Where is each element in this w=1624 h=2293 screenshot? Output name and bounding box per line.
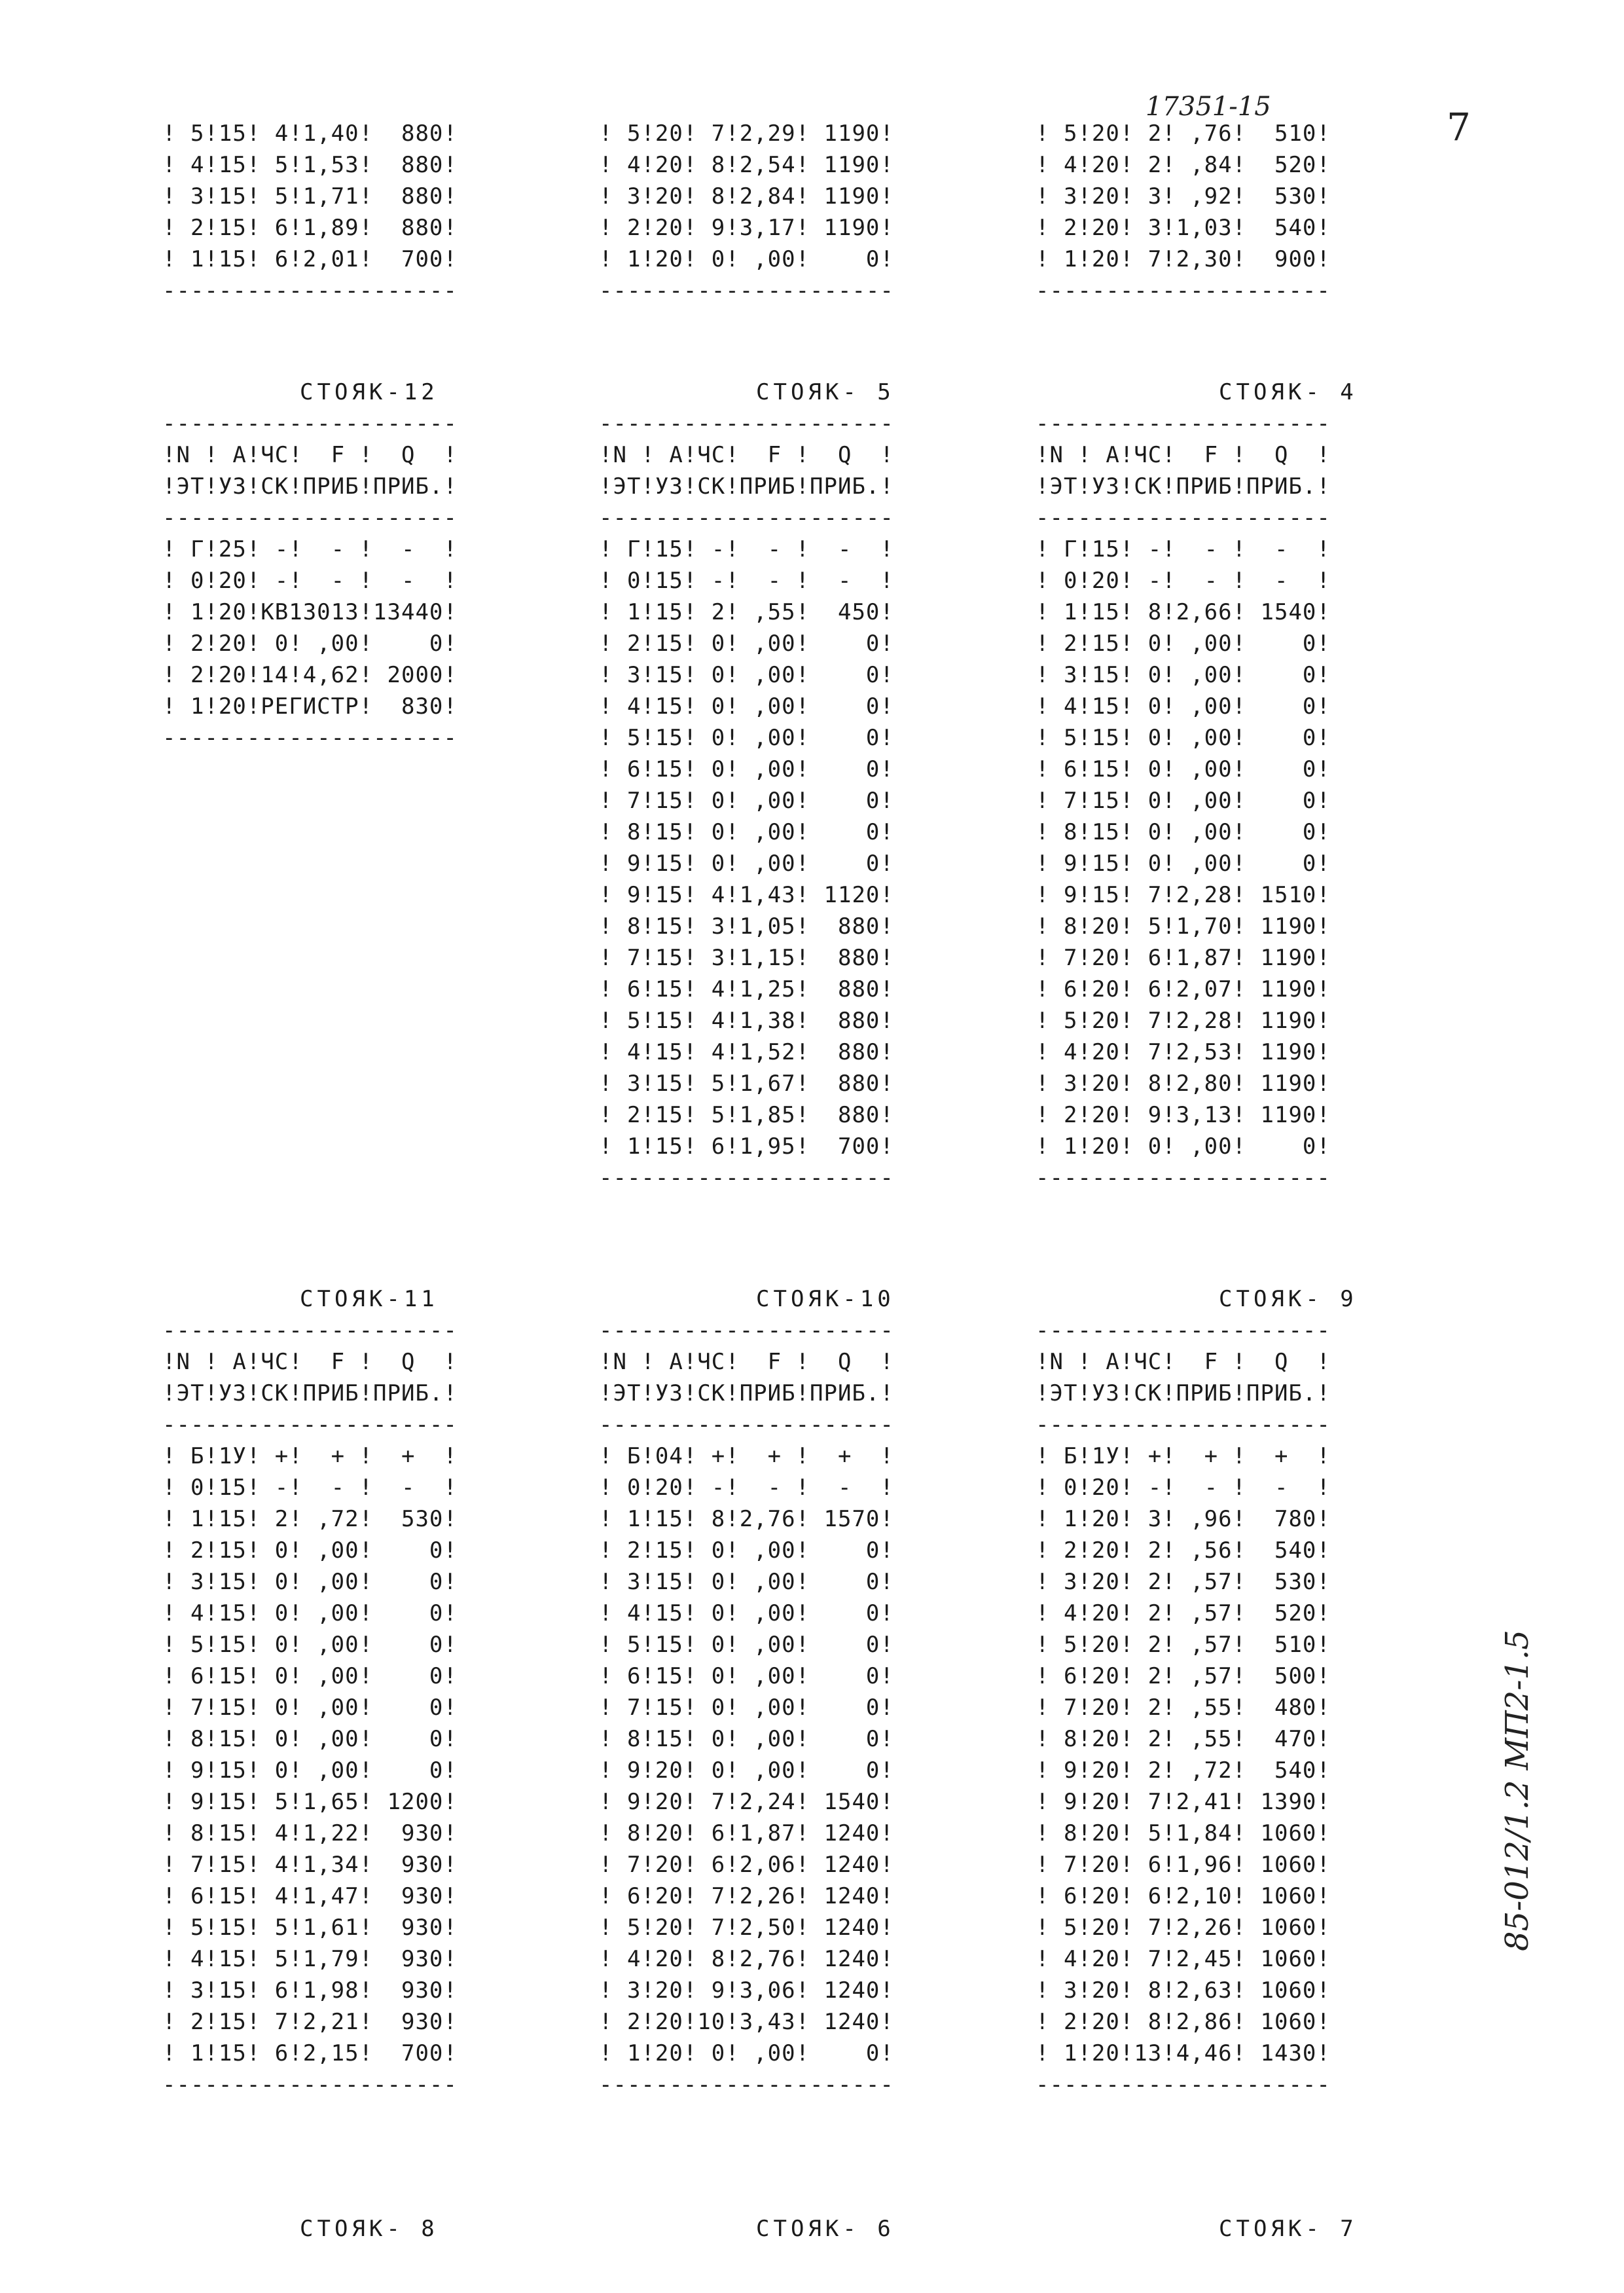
table-separator: --------------------- <box>162 505 458 531</box>
table-header: !ЭТ!УЗ!СК!ПРИБ!ПРИБ.! <box>599 1380 894 1406</box>
table-row: ! 1!20! 3! ,96! 780! <box>1036 1506 1331 1532</box>
table-row: ! 9!15! 7!2,28! 1510! <box>1036 882 1331 908</box>
table-row: ! 6!15! 0! ,00! 0! <box>162 1663 458 1689</box>
table-row: ! 1!15! 6!2,15! 700! <box>162 2040 458 2066</box>
table-row: ! 7!15! 0! ,00! 0! <box>599 1695 894 1721</box>
table-separator: --------------------- <box>599 1317 894 1344</box>
table-separator: --------------------- <box>1036 1165 1331 1191</box>
stoyak-11-table <box>162 1283 581 2100</box>
table-row: ! 3!20! 8!2,84! 1190! <box>599 183 894 210</box>
table-separator: --------------------- <box>599 1412 894 1438</box>
table-row: ! Б!1У! +! + ! + ! <box>1036 1443 1331 1469</box>
table-row: ! 4!20! 7!2,45! 1060! <box>1036 1946 1331 1972</box>
stoyak-4-table <box>1036 376 1454 1194</box>
table-row: ! 7!20! 6!1,87! 1190! <box>1036 945 1331 971</box>
table-row: ! 9!15! 0! ,00! 0! <box>599 851 894 877</box>
table-row: ! 8!15! 3!1,05! 880! <box>599 913 894 940</box>
table-row: ! 3!15! 6!1,98! 930! <box>162 1977 458 2004</box>
table-header: !N ! А!ЧС! F ! Q ! <box>1036 442 1331 468</box>
table-row: ! 0!15! -! - ! - ! <box>599 568 894 594</box>
table-separator: --------------------- <box>599 1165 894 1191</box>
table-row: ! 4!15! 0! ,00! 0! <box>162 1600 458 1626</box>
table-row: ! 8!20! 5!1,70! 1190! <box>1036 913 1331 940</box>
table-row: ! 7!20! 6!1,96! 1060! <box>1036 1852 1331 1878</box>
table-row: ! 6!20! 6!2,10! 1060! <box>1036 1883 1331 1909</box>
table-row: ! 9!20! 2! ,72! 540! <box>1036 1757 1331 1784</box>
table-row: ! 6!15! 4!1,47! 930! <box>162 1883 458 1909</box>
top-right-block <box>1036 118 1454 306</box>
table-row: ! 7!15! 0! ,00! 0! <box>1036 788 1331 814</box>
table-row: ! 9!15! 0! ,00! 0! <box>162 1757 458 1784</box>
table-row: ! 1!15! 8!2,76! 1570! <box>599 1506 894 1532</box>
table-row: ! 4!15! 0! ,00! 0! <box>599 1600 894 1626</box>
table-row: ! 4!20! 2! ,84! 520! <box>1036 152 1331 178</box>
table-row: ! 3!15! 0! ,00! 0! <box>162 1569 458 1595</box>
side-code: 85-012/1.2 МП2-1.5 <box>1499 1630 1536 1951</box>
table-row: ! 8!15! 0! ,00! 0! <box>599 819 894 845</box>
table-row: ! 5!15! 0! ,00! 0! <box>1036 725 1331 751</box>
table-row: ! 1!20! 0! ,00! 0! <box>599 246 894 272</box>
table-row: ! 2!20! 9!3,17! 1190! <box>599 215 894 241</box>
table-row: ! 3!15! 5!1,67! 880! <box>599 1071 894 1097</box>
table-row: ! 7!15! 3!1,15! 880! <box>599 945 894 971</box>
stoyak-10-table <box>599 1283 1018 2100</box>
table-separator: --------------------- <box>1036 1412 1331 1438</box>
top-middle-block <box>599 118 1018 306</box>
table-row: ! 5!15! 0! ,00! 0! <box>599 725 894 751</box>
table-separator: --------------------- <box>162 2072 458 2098</box>
table-row: ! 3!20! 8!2,80! 1190! <box>1036 1071 1331 1097</box>
table-row: ! 5!20! 7!2,28! 1190! <box>1036 1008 1331 1034</box>
table-separator: --------------------- <box>599 278 894 304</box>
table-title: СТОЯК-12 <box>300 379 439 405</box>
table-row: ! 2!20! 3!1,03! 540! <box>1036 215 1331 241</box>
table-separator: --------------------- <box>599 411 894 437</box>
table-row: ! 1!15! 2! ,72! 530! <box>162 1506 458 1532</box>
table-row: ! 8!15! 0! ,00! 0! <box>162 1726 458 1752</box>
table-row: ! 3!20! 9!3,06! 1240! <box>599 1977 894 2004</box>
table-row: ! 4!20! 2! ,57! 520! <box>1036 1600 1331 1626</box>
table-row: ! 6!20! 6!2,07! 1190! <box>1036 976 1331 1002</box>
table-title: СТОЯК-10 <box>756 1286 895 1312</box>
table-row: ! 9!20! 7!2,24! 1540! <box>599 1789 894 1815</box>
table-row: ! 0!20! -! - ! - ! <box>1036 568 1331 594</box>
table-row: ! 4!20! 8!2,76! 1240! <box>599 1946 894 1972</box>
table-separator: --------------------- <box>1036 2072 1331 2098</box>
document-number: 17351-15 <box>1146 92 1271 122</box>
table-row: ! 4!15! 0! ,00! 0! <box>1036 693 1331 720</box>
table-header: !ЭТ!УЗ!СК!ПРИБ!ПРИБ.! <box>162 473 458 500</box>
table-row: ! 2!15! 0! ,00! 0! <box>599 1537 894 1564</box>
table-row: ! 1!20! 7!2,30! 900! <box>1036 246 1331 272</box>
table-row: ! 3!15! 5!1,71! 880! <box>162 183 458 210</box>
table-separator: --------------------- <box>1036 278 1331 304</box>
table-row: ! 5!15! 5!1,61! 930! <box>162 1915 458 1941</box>
table-separator: --------------------- <box>162 725 458 751</box>
table-title: СТОЯК- 9 <box>1219 1286 1358 1312</box>
table-row: ! 2!15! 0! ,00! 0! <box>599 631 894 657</box>
table-row: ! 5!15! 4!1,38! 880! <box>599 1008 894 1034</box>
table-row: ! Г!25! -! - ! - ! <box>162 536 458 562</box>
footer-title-stoyak-6: СТОЯК- 6 <box>756 2216 895 2242</box>
table-title: СТОЯК- 5 <box>756 379 895 405</box>
table-row: ! 2!20! 2! ,56! 540! <box>1036 1537 1331 1564</box>
table-header: !ЭТ!УЗ!СК!ПРИБ!ПРИБ.! <box>599 473 894 500</box>
table-header: !N ! А!ЧС! F ! Q ! <box>599 1349 894 1375</box>
table-row: ! 4!15! 5!1,79! 930! <box>162 1946 458 1972</box>
table-row: ! 6!15! 0! ,00! 0! <box>1036 756 1331 782</box>
table-row: ! 8!20! 6!1,87! 1240! <box>599 1820 894 1846</box>
table-row: ! 4!15! 4!1,52! 880! <box>599 1039 894 1065</box>
table-row: ! 8!15! 0! ,00! 0! <box>599 1726 894 1752</box>
table-row: ! 8!20! 2! ,55! 470! <box>1036 1726 1331 1752</box>
table-row: ! Б!1У! +! + ! + ! <box>162 1443 458 1469</box>
table-row: ! 7!15! 0! ,00! 0! <box>162 1695 458 1721</box>
table-separator: --------------------- <box>162 411 458 437</box>
table-separator: --------------------- <box>599 2072 894 2098</box>
table-row: ! Б!04! +! + ! + ! <box>599 1443 894 1469</box>
table-row: ! 1!20!РЕГИСТР! 830! <box>162 693 458 720</box>
table-row: ! Г!15! -! - ! - ! <box>1036 536 1331 562</box>
table-separator: --------------------- <box>162 1412 458 1438</box>
table-row: ! 3!20! 3! ,92! 530! <box>1036 183 1331 210</box>
table-row: ! 6!15! 0! ,00! 0! <box>599 1663 894 1689</box>
table-row: ! 9!15! 5!1,65! 1200! <box>162 1789 458 1815</box>
table-row: ! 9!15! 0! ,00! 0! <box>1036 851 1331 877</box>
table-header: !ЭТ!УЗ!СК!ПРИБ!ПРИБ.! <box>162 1380 458 1406</box>
table-row: ! 5!20! 7!2,26! 1060! <box>1036 1915 1331 1941</box>
table-row: ! 1!15! 2! ,55! 450! <box>599 599 894 625</box>
table-row: ! 8!20! 5!1,84! 1060! <box>1036 1820 1331 1846</box>
table-row: ! 5!20! 2! ,76! 510! <box>1036 120 1331 147</box>
table-title: СТОЯК- 4 <box>1219 379 1358 405</box>
table-separator: --------------------- <box>599 505 894 531</box>
stoyak-12-table <box>162 376 581 754</box>
top-left-block <box>162 118 581 306</box>
table-row: ! 9!20! 7!2,41! 1390! <box>1036 1789 1331 1815</box>
table-row: ! 2!15! 0! ,00! 0! <box>162 1537 458 1564</box>
table-row: ! 2!20! 8!2,86! 1060! <box>1036 2009 1331 2035</box>
table-separator: --------------------- <box>162 278 458 304</box>
table-row: ! 6!20! 2! ,57! 500! <box>1036 1663 1331 1689</box>
table-row: ! 7!20! 6!2,06! 1240! <box>599 1852 894 1878</box>
table-header: !N ! А!ЧС! F ! Q ! <box>162 1349 458 1375</box>
table-row: ! 2!15! 6!1,89! 880! <box>162 215 458 241</box>
table-row: ! 5!20! 2! ,57! 510! <box>1036 1632 1331 1658</box>
table-row: ! 9!20! 0! ,00! 0! <box>599 1757 894 1784</box>
table-row: ! 2!15! 5!1,85! 880! <box>599 1102 894 1128</box>
table-row: ! 2!20!10!3,43! 1240! <box>599 2009 894 2035</box>
table-row: ! 3!15! 0! ,00! 0! <box>599 1569 894 1595</box>
table-row: ! 3!15! 0! ,00! 0! <box>599 662 894 688</box>
table-row: ! 7!20! 2! ,55! 480! <box>1036 1695 1331 1721</box>
table-row: ! 2!15! 0! ,00! 0! <box>1036 631 1331 657</box>
page-number: 7 <box>1447 105 1471 149</box>
table-row: ! 2!20!14!4,62! 2000! <box>162 662 458 688</box>
table-row: ! 2!20! 9!3,13! 1190! <box>1036 1102 1331 1128</box>
table-row: ! 1!20! 0! ,00! 0! <box>1036 1133 1331 1160</box>
table-row: ! 4!20! 7!2,53! 1190! <box>1036 1039 1331 1065</box>
table-row: ! 5!15! 0! ,00! 0! <box>599 1632 894 1658</box>
stoyak-9-table <box>1036 1283 1454 2100</box>
table-row: ! 7!15! 4!1,34! 930! <box>162 1852 458 1878</box>
table-row: ! 1!20!13!4,46! 1430! <box>1036 2040 1331 2066</box>
table-row: ! 3!20! 8!2,63! 1060! <box>1036 1977 1331 2004</box>
table-header: !ЭТ!УЗ!СК!ПРИБ!ПРИБ.! <box>1036 473 1331 500</box>
table-row: ! 6!15! 0! ,00! 0! <box>599 756 894 782</box>
table-row: ! 3!20! 2! ,57! 530! <box>1036 1569 1331 1595</box>
table-row: ! 8!15! 0! ,00! 0! <box>1036 819 1331 845</box>
table-row: ! 4!15! 5!1,53! 880! <box>162 152 458 178</box>
table-separator: --------------------- <box>1036 411 1331 437</box>
table-row: ! 5!15! 4!1,40! 880! <box>162 120 458 147</box>
table-row: ! 6!20! 7!2,26! 1240! <box>599 1883 894 1909</box>
table-row: ! 1!15! 6!1,95! 700! <box>599 1133 894 1160</box>
table-title: СТОЯК-11 <box>300 1286 439 1312</box>
table-row: ! 0!20! -! - ! - ! <box>1036 1475 1331 1501</box>
table-header: !N ! А!ЧС! F ! Q ! <box>599 442 894 468</box>
table-row: ! 1!15! 8!2,66! 1540! <box>1036 599 1331 625</box>
table-row: ! 1!20!КВ13013!13440! <box>162 599 458 625</box>
table-row: ! 5!20! 7!2,50! 1240! <box>599 1915 894 1941</box>
table-row: ! 0!15! -! - ! - ! <box>162 1475 458 1501</box>
table-separator: --------------------- <box>1036 505 1331 531</box>
table-row: ! 2!15! 7!2,21! 930! <box>162 2009 458 2035</box>
table-row: ! 5!15! 0! ,00! 0! <box>162 1632 458 1658</box>
table-row: ! 1!15! 6!2,01! 700! <box>162 246 458 272</box>
table-row: ! 1!20! 0! ,00! 0! <box>599 2040 894 2066</box>
table-separator: --------------------- <box>162 1317 458 1344</box>
footer-title-stoyak-7: СТОЯК- 7 <box>1219 2216 1358 2242</box>
table-row: ! Г!15! -! - ! - ! <box>599 536 894 562</box>
table-row: ! 4!20! 8!2,54! 1190! <box>599 152 894 178</box>
table-row: ! 7!15! 0! ,00! 0! <box>599 788 894 814</box>
table-header: !N ! А!ЧС! F ! Q ! <box>1036 1349 1331 1375</box>
table-separator: --------------------- <box>1036 1317 1331 1344</box>
table-row: ! 0!20! -! - ! - ! <box>599 1475 894 1501</box>
table-row: ! 5!20! 7!2,29! 1190! <box>599 120 894 147</box>
table-header: !N ! А!ЧС! F ! Q ! <box>162 442 458 468</box>
table-row: ! 0!20! -! - ! - ! <box>162 568 458 594</box>
table-row: ! 8!15! 4!1,22! 930! <box>162 1820 458 1846</box>
table-row: ! 4!15! 0! ,00! 0! <box>599 693 894 720</box>
table-header: !ЭТ!УЗ!СК!ПРИБ!ПРИБ.! <box>1036 1380 1331 1406</box>
footer-title-stoyak-8: СТОЯК- 8 <box>300 2216 439 2242</box>
table-row: ! 2!20! 0! ,00! 0! <box>162 631 458 657</box>
stoyak-5-table <box>599 376 1018 1194</box>
table-row: ! 3!15! 0! ,00! 0! <box>1036 662 1331 688</box>
table-row: ! 9!15! 4!1,43! 1120! <box>599 882 894 908</box>
table-row: ! 6!15! 4!1,25! 880! <box>599 976 894 1002</box>
